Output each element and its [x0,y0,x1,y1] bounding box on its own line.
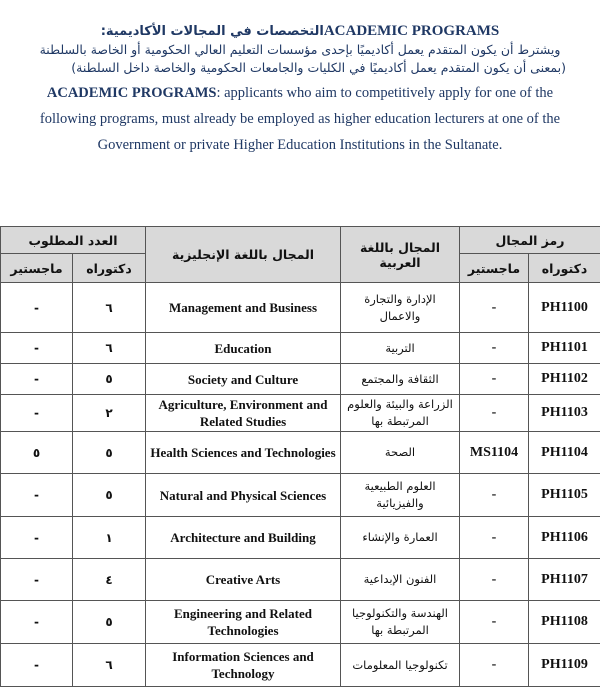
title-english: ACADEMIC PROGRAMS [323,23,500,39]
arabic-requirement-line: ويشترط أن يكون المتقدم يعمل أكاديميًا بإحدى مؤسسات التعليم العالي الحكومية أو الخاصة بالسلطنة [39,42,561,57]
header-count-phd: دكتوراه [73,254,146,283]
masters-code-cell: - [460,559,529,601]
table-row [1,333,600,364]
table-row [1,432,600,474]
table-row [1,517,600,559]
masters-count-cell: - [1,517,73,559]
table-row [1,644,600,687]
masters-code-cell: - [460,474,529,517]
phd-count-cell: ٥ [73,601,146,644]
field-english-cell: Education [146,333,341,364]
phd-code-cell: PH1104 [529,432,600,474]
field-arabic-cell: العلوم الطبيعية والفيزيائية [341,474,460,517]
masters-count-cell: - [1,644,73,687]
title-arabic: التخصصات في المجالات الأكاديمية: [100,24,324,39]
field-arabic-cell: الفنون الإبداعية [341,559,460,601]
field-arabic-cell: التربية [341,333,460,364]
phd-code-cell: PH1106 [529,517,600,559]
phd-count-cell: ٥ [73,474,146,517]
field-arabic-cell: الثقافة والمجتمع [341,364,460,395]
table-row [1,283,600,333]
masters-code-cell: MS1104 [460,432,529,474]
phd-code-cell: PH1105 [529,474,600,517]
phd-code-cell: PH1107 [529,559,600,601]
masters-count-cell: - [1,559,73,601]
arabic-clarification-line: (بمعنى أن يكون المتقدم يعمل أكاديميًا في الكليات والجامعات الحكومية والخاصة داخل السلطنة) [71,60,566,75]
intro-section [0,22,600,158]
field-english-cell: Natural and Physical Sciences [146,474,341,517]
header-code-masters: ماجستير [460,254,529,283]
table-row [1,601,600,644]
field-english-cell: Society and Culture [146,364,341,395]
table-row [1,395,600,432]
english-requirement-text: ACADEMIC PROGRAMS: applicants who aim to competitively apply for one of the following programs, must already be employed as higher education lecturers at one of the Government or private Higher Education Institutions in the Sultanate. [39,85,561,153]
masters-code-cell: - [460,333,529,364]
header-field-english: المجال باللغة الإنجليزية [146,227,341,283]
phd-count-cell: ١ [73,517,146,559]
masters-count-cell: - [1,364,73,395]
field-english-cell: Creative Arts [146,559,341,601]
phd-count-cell: ٦ [73,283,146,333]
programs-table [0,226,600,687]
table-header-row [1,227,600,254]
field-arabic-cell: الزراعة والبيئة والعلوم المرتبطة بها [341,395,460,432]
phd-count-cell: ٥ [73,432,146,474]
header-code-phd: دكتوراه [529,254,600,283]
field-english-cell: Engineering and Related Technologies [146,601,341,644]
phd-code-cell: PH1103 [529,395,600,432]
table-row [1,474,600,517]
masters-code-cell: - [460,364,529,395]
masters-code-cell: - [460,644,529,687]
masters-count-cell: - [1,395,73,432]
field-arabic-cell: الصحة [341,432,460,474]
page-title [0,22,600,41]
masters-count-cell: ٥ [1,432,73,474]
masters-code-cell: - [460,601,529,644]
masters-code-cell: - [460,517,529,559]
phd-code-cell: PH1108 [529,601,600,644]
header-field-code: رمز المجال [460,227,600,254]
field-english-cell: Architecture and Building [146,517,341,559]
field-arabic-cell: العمارة والإنشاء [341,517,460,559]
phd-count-cell: ٤ [73,559,146,601]
field-arabic-cell: الإدارة والتجارة والاعمال [341,283,460,333]
table-body [1,283,600,687]
phd-code-cell: PH1101 [529,333,600,364]
masters-count-cell: - [1,474,73,517]
phd-count-cell: ٦ [73,333,146,364]
phd-count-cell: ٢ [73,395,146,432]
phd-code-cell: PH1100 [529,283,600,333]
masters-code-cell: - [460,395,529,432]
phd-count-cell: ٦ [73,644,146,687]
masters-count-cell: - [1,283,73,333]
table-row [1,559,600,601]
masters-count-cell: - [1,601,73,644]
masters-code-cell: - [460,283,529,333]
field-arabic-cell: تكنولوجيا المعلومات [341,644,460,687]
phd-count-cell: ٥ [73,364,146,395]
phd-code-cell: PH1102 [529,364,600,395]
masters-count-cell: - [1,333,73,364]
english-label: ACADEMIC PROGRAMS [46,85,217,101]
field-english-cell: Management and Business [146,283,341,333]
field-arabic-cell: الهندسة والتكنولوجيا المرتبطة بها [341,601,460,644]
header-field-arabic: المجال باللغة العربية [341,227,460,283]
field-english-cell: Health Sciences and Technologies [146,432,341,474]
header-required-number: العدد المطلوب [1,227,146,254]
field-english-cell: Information Sciences and Technology [146,644,341,687]
table-row [1,364,600,395]
phd-code-cell: PH1109 [529,644,600,687]
field-english-cell: Agriculture, Environment and Related Studies [146,395,341,432]
header-count-masters: ماجستير [1,254,73,283]
